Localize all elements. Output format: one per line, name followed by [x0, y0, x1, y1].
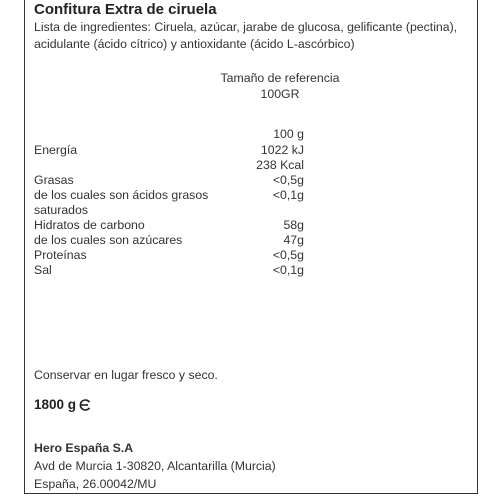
nutrition-label: Sal [34, 263, 52, 277]
nutrition-header-value: 100 g [273, 127, 304, 141]
ingredients-list [34, 19, 464, 53]
storage-instructions: Conservar en lugar fresco y seco. [34, 368, 218, 382]
product-title: Confitura Extra de ciruela [34, 1, 217, 18]
nutrition-label: saturados [34, 203, 89, 217]
nutrition-label: Proteínas [34, 248, 87, 262]
nutrition-row [34, 248, 304, 264]
reference-size-value: 100GR [260, 87, 300, 101]
manufacturer-address: Avd de Murcia 1-30820, Alcantarilla (Murcia) [34, 459, 276, 473]
nutrition-value: 47g [283, 233, 304, 247]
reference-size-label: Tamaño de referencia [220, 71, 340, 85]
nutrition-value: 238 Kcal [256, 158, 304, 172]
ingredients-line: Lista de ingredientes: Ciruela, azúcar, jarabe de glucosa, gelificante (pectina), [34, 20, 458, 34]
net-weight-value: 1800 g [34, 397, 77, 412]
nutrition-row [34, 203, 304, 219]
nutrition-label: de los cuales son ácidos grasos [34, 188, 209, 202]
nutrition-value: <0,5g [272, 173, 304, 187]
nutrition-value: <0,5g [272, 248, 304, 262]
manufacturer-registry: España, 26.00042/MU [34, 477, 157, 491]
nutrition-label: de los cuales son azúcares [34, 233, 183, 247]
nutrition-label: Energía [34, 143, 78, 157]
nutrition-row [34, 143, 304, 159]
nutrition-row [34, 158, 304, 174]
nutrition-header-row [34, 127, 304, 143]
estimated-e-mark-icon [78, 398, 92, 412]
manufacturer-name: Hero España S.A [34, 441, 134, 455]
net-weight [34, 397, 92, 412]
nutrition-value: <0,1g [272, 188, 304, 202]
ingredients-line: acidulante (ácido cítrico) y antioxidante (ácido L-ascórbico) [34, 37, 355, 51]
nutrition-value: 1022 kJ [260, 143, 304, 157]
nutrition-row [34, 233, 304, 249]
nutrition-row [34, 188, 304, 204]
nutrition-label: Hidratos de carbono [34, 218, 145, 232]
nutrition-row [34, 173, 304, 189]
nutrition-row [34, 263, 304, 279]
nutrition-label: Grasas [34, 173, 74, 187]
nutrition-value: 58g [283, 218, 304, 232]
nutrition-value: <0,1g [272, 263, 304, 277]
nutrition-row [34, 218, 304, 234]
